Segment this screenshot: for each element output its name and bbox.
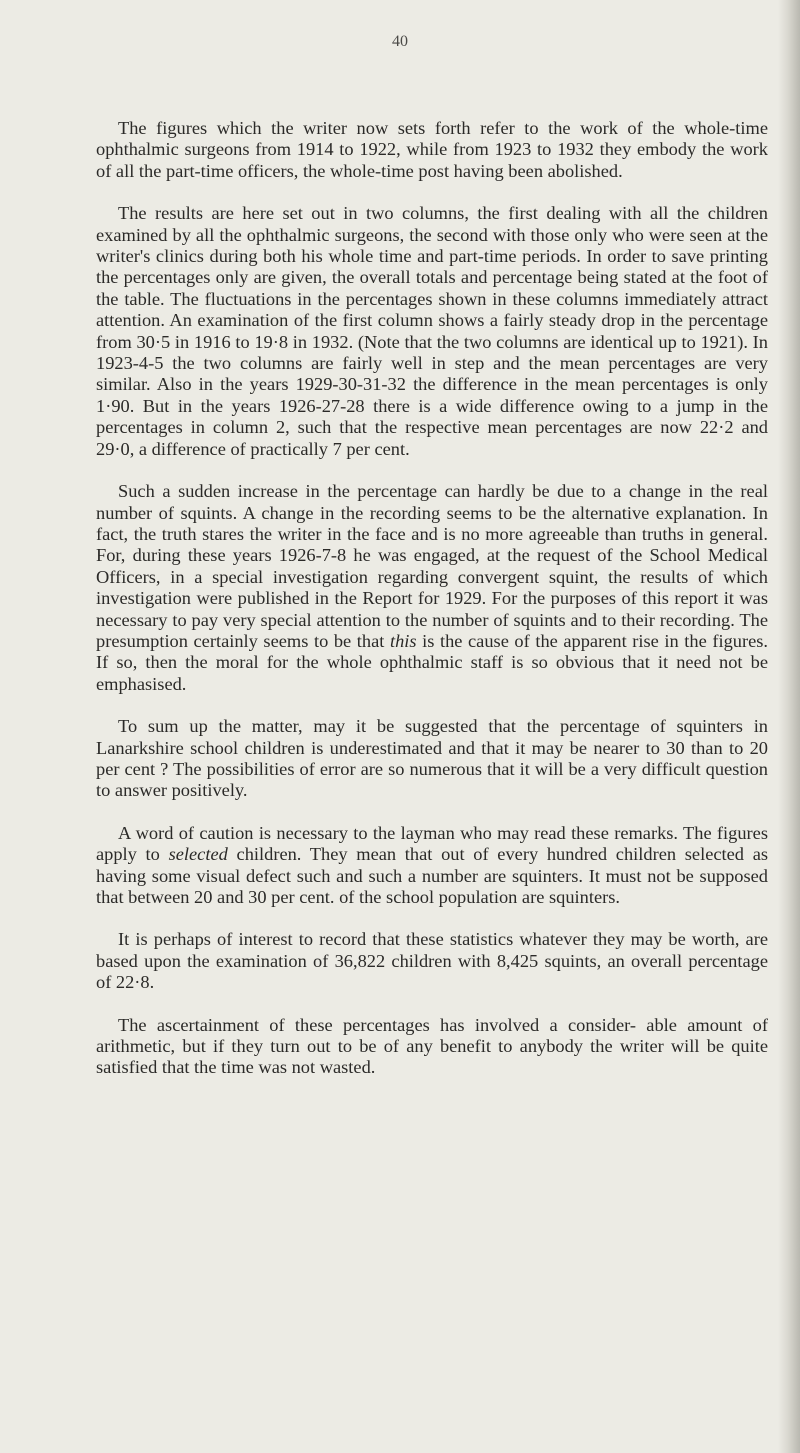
paragraph-3-text: Such a sudden increase in the percentage can hardly be due to a change in the real number of squints. A change in the recording seems to be the alternative explanation. In fact, the truth stares the writer in the face and is no more agreeable than truths in general. For, during these years 1926-7-8 he was engaged, at the request of the School Medical Officers, in a special investigation regarding convergent squint, the results of which investigation were published in the Report for 1929. For the purposes of this report it was necessary to pay very special attention to the number of squints and to their recording. The presumption certainly seems to be that [96,481,768,651]
paragraph-5 [96,823,768,909]
paragraph-3 [96,481,768,695]
page-edge-shadow [778,0,800,1453]
paragraph-4: To sum up the matter, may it be suggested that the percentage of squinters in Lanarkshire school children is underestimated and that it may be nearer to 30 than to 20 per cent ? The possibilities of error are so numerous that it will be a very difficult question to answer positively. [96,716,768,801]
paragraph-1: The figures which the writer now sets forth refer to the work of the whole-time ophthalmic surgeons from 1914 to 1922, while from 1923 to 1932 they embody the work of all the part-time officers, the whole-time post having been abolished. [96,118,768,181]
paragraph-5-emphasis: selected [168,844,228,865]
paragraph-5-text: A word of caution is necessary to the layman who may read these remarks. The figures apply to [96,822,768,865]
paragraph-3-text-end: is the cause of the apparent rise in the figures. If so, then the moral for the whole ophthalmic staff is so obvious that it need not be emphasised. [96,630,768,694]
paragraph-7: The ascertainment of these percentages has involved a consider- able amount of arithmetic, but if they turn out to be of any benefit to anybody the writer will be quite satisfied that the time was not wasted. [96,1014,768,1078]
paragraph-5-text-end: children. They mean that out of every hundred children selected as having some visual defect such and such a number are squinters. It must not be supposed that between 20 and 30 per cent. of the school population are squinters. [96,844,769,907]
body-text [96,118,768,1100]
paragraph-6: It is perhaps of interest to record that these statistics whatever they may be worth, are based upon the examination of 36,822 children with 8,425 squints, an overall percentage of 22·8. [96,929,768,993]
paragraph-3-emphasis: this [389,630,417,651]
paragraph-2: The results are here set out in two columns, the first dealing with all the children examined by all the ophthalmic surgeons, the second with those only who were seen at the writer's clinics during both his whole time and part-time periods. In order to save printing the percentages only are given, the overall totals and percentage being stated at the foot of the table. The fluctuations in the percentages shown in these columns immediately attract attention. An examination of the first column shows a fairly steady drop in the percentage from 30·5 in 1916 to 19·8 in 1932. (Note that the two columns are identical up to 1921). In 1923-4-5 the two columns are fairly well in step and the mean percentages are very similar. Also in the years 1929-30-31-32 the difference in the mean percentages is only 1·90. But in the years 1926-27-28 there is a wide difference owing to a jump in the percentages in column 2, such that the respective mean percentages are now 22·2 and 29·0, a difference of practically 7 per cent. [96,203,768,459]
page-number: 40 [392,33,408,50]
